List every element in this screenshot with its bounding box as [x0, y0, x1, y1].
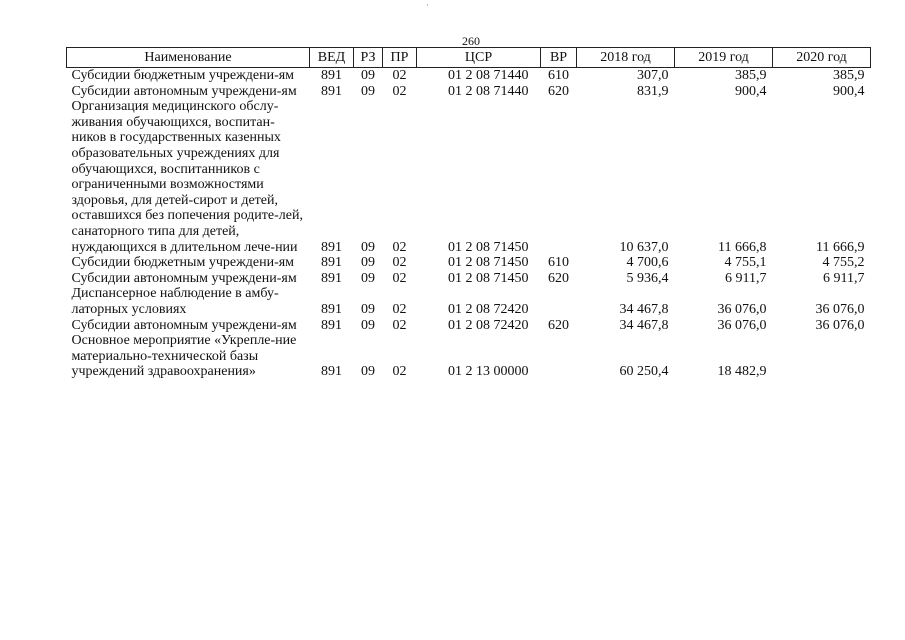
cell-csr: 01 2 08 71450	[448, 255, 529, 271]
cell-2019: 36 076,0	[717, 301, 767, 317]
col-header-vr: ВР	[541, 48, 577, 68]
cell-ved: 891	[321, 364, 342, 380]
cell-2020	[773, 333, 871, 380]
cell-2018: 34 467,8	[619, 317, 669, 333]
row-name: Диспансерное наблюдение в амбу-латорных условиях	[71, 286, 279, 317]
col-header-2018: 2018 год	[577, 48, 675, 68]
row-name: Основное мероприятие «Укрепле-ние материально-технической базы учреждений здравоохранения»	[71, 333, 297, 380]
table-row	[67, 84, 871, 100]
cell-2018: 307,0	[637, 68, 669, 83]
cell-2018: 5 936,4	[626, 270, 669, 286]
cell-pr: 02	[392, 270, 407, 286]
cell-2020: 36 076,0	[815, 317, 865, 333]
cell-pr: 02	[392, 239, 407, 255]
cell-rz: 09	[361, 239, 375, 255]
cell-2018: 60 250,4	[619, 364, 669, 380]
cell-2019: 18 482,9	[717, 364, 767, 380]
cell-pr: 02	[392, 83, 407, 99]
table-row	[67, 333, 871, 380]
cell-pr: 02	[392, 255, 407, 271]
cell-vr: 610	[548, 255, 569, 271]
table-header-row	[67, 48, 871, 68]
cell-2020: 36 076,0	[815, 301, 865, 317]
cell-ved: 891	[321, 301, 342, 317]
cell-2018: 10 637,0	[619, 239, 669, 255]
cell-2019: 6 911,7	[725, 270, 767, 286]
col-header-rz: РЗ	[354, 48, 383, 68]
col-header-2020: 2020 год	[773, 48, 871, 68]
scan-speck: ·	[426, 0, 429, 10]
cell-rz: 09	[361, 301, 375, 317]
cell-ved: 891	[321, 255, 342, 271]
row-name: Субсидии автономным учреждени-ям	[71, 317, 297, 333]
cell-csr: 01 2 08 71450	[448, 239, 529, 255]
cell-csr: 01 2 08 72420	[448, 301, 529, 317]
cell-csr: 01 2 08 71440	[448, 83, 529, 99]
table-row	[67, 318, 871, 334]
cell-rz: 09	[361, 364, 375, 380]
cell-vr	[541, 333, 577, 380]
cell-rz: 09	[361, 255, 375, 271]
row-name: Субсидии автономным учреждени-ям	[71, 83, 297, 99]
cell-2020: 4 755,2	[822, 255, 865, 271]
col-header-name: Наименование	[67, 48, 310, 68]
cell-pr: 02	[392, 301, 407, 317]
table-row	[67, 68, 871, 84]
cell-ved: 891	[321, 239, 342, 255]
page-number: 260	[462, 34, 480, 48]
cell-ved: 891	[321, 83, 342, 99]
cell-rz: 09	[361, 83, 375, 99]
cell-rz: 09	[361, 270, 375, 286]
cell-vr	[541, 99, 577, 255]
cell-csr: 01 2 08 71450	[448, 270, 529, 286]
cell-2020: 11 666,9	[816, 239, 865, 255]
cell-vr: 620	[548, 317, 569, 333]
cell-2019: 385,9	[735, 68, 767, 83]
row-name: Субсидии бюджетным учреждени-ям	[71, 68, 295, 83]
table-row	[67, 255, 871, 271]
cell-2019: 11 666,8	[718, 239, 767, 255]
budget-table	[66, 47, 871, 380]
cell-2019: 900,4	[735, 83, 767, 99]
cell-2018: 4 700,6	[626, 255, 669, 271]
col-header-pr: ПР	[383, 48, 417, 68]
cell-pr: 02	[392, 68, 407, 83]
cell-vr: 620	[548, 270, 569, 286]
cell-2019: 36 076,0	[717, 317, 767, 333]
col-header-csr: ЦСР	[417, 48, 541, 68]
cell-2020: 900,4	[833, 83, 865, 99]
col-header-ved: ВЕД	[310, 48, 354, 68]
cell-2020: 385,9	[833, 68, 865, 83]
cell-ved: 891	[321, 317, 342, 333]
cell-csr: 01 2 13 00000	[448, 364, 529, 380]
cell-vr: 620	[548, 83, 569, 99]
cell-csr: 01 2 08 71440	[448, 68, 529, 83]
cell-csr: 01 2 08 72420	[448, 317, 529, 333]
cell-ved: 891	[321, 68, 342, 83]
cell-2018: 831,9	[637, 83, 669, 99]
cell-ved: 891	[321, 270, 342, 286]
row-name: Субсидии бюджетным учреждени-ям	[71, 255, 295, 271]
cell-vr: 610	[548, 68, 569, 83]
cell-pr: 02	[392, 364, 407, 380]
cell-2018: 34 467,8	[619, 301, 669, 317]
cell-rz: 09	[361, 317, 375, 333]
cell-rz: 09	[361, 68, 375, 83]
cell-2019: 4 755,1	[724, 255, 767, 271]
table-row	[67, 271, 871, 287]
row-name: Субсидии автономным учреждени-ям	[71, 270, 297, 286]
table-row	[67, 99, 871, 255]
cell-2020: 6 911,7	[823, 270, 865, 286]
table-row	[67, 286, 871, 317]
cell-vr	[541, 286, 577, 317]
col-header-2019: 2019 год	[675, 48, 773, 68]
cell-pr: 02	[392, 317, 407, 333]
row-name: Организация медицинского обслу-живания обучающихся, воспитан-ников в государственных казенных образовательных учреждениях для обучающихся, воспитанников с ограниченными возможностями здоровья, для детей-сирот и детей, оставшихся без попечения родите-лей, санаторного типа для детей, нуждающихся в длительном лече-нии	[71, 99, 303, 255]
